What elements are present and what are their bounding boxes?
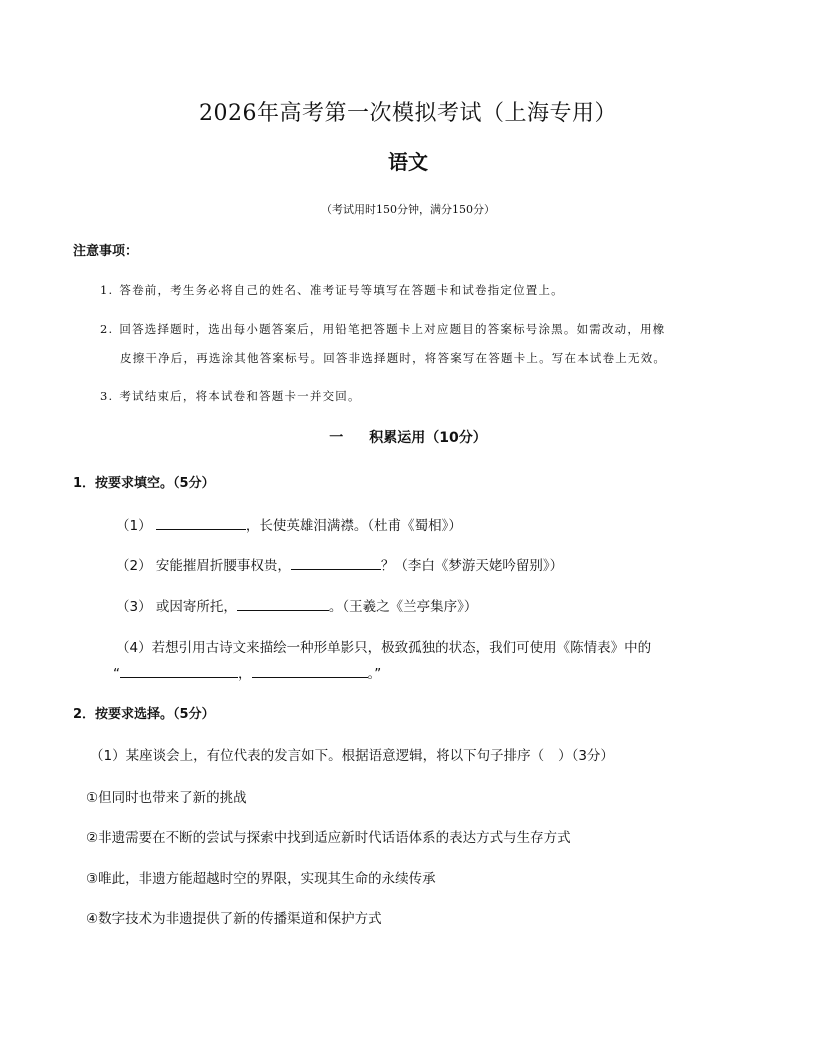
note-number: 3. <box>100 389 114 403</box>
fill-item-2 <box>116 554 563 574</box>
page-title: 2026年高考第一次模拟考试（上海专用） <box>199 101 617 126</box>
answer-blank[interactable] <box>252 663 368 678</box>
open-quote: “ <box>113 666 120 682</box>
exam-info: （考试用时150分钟，满分150分） <box>321 203 495 216</box>
fill-item-1 <box>116 514 462 534</box>
section-title: 积累运用（10分） <box>369 430 487 446</box>
item-text-after: ？（李白《梦游天姥吟留别》） <box>380 558 564 574</box>
section-number: 一 <box>329 430 344 446</box>
answer-blank[interactable] <box>237 596 329 611</box>
sub-text-after: ）（3分） <box>558 748 614 764</box>
note-text-line-1: 回答选择题时，选出每小题答案后，用铅笔把答题卡上对应题目的答案标号涂黑。如需改动，用橡 <box>119 322 666 336</box>
note-number: 1. <box>100 283 114 297</box>
question-1-heading: 1．按要求填空。（5分） <box>73 476 215 491</box>
separator: ， <box>238 666 252 682</box>
item-label: （3） <box>116 599 152 615</box>
item-label: （1） <box>116 518 152 534</box>
section-heading <box>0 427 816 447</box>
close-quote: 。” <box>367 666 382 682</box>
item-label: （4） <box>116 640 152 656</box>
item-label: （2） <box>116 558 152 574</box>
fill-item-3 <box>116 595 477 615</box>
note-text: 考试结束后，将本试卷和答题卡一并交回。 <box>119 389 361 403</box>
question-2-sub-1 <box>90 744 614 764</box>
note-text-line-2: 皮擦干净后，再选涂其他答案标号。回答非选择题时，将答案写在答题卡上。写在本试卷上无效。 <box>120 351 667 365</box>
sub-text-before: （1）某座谈会上，有位代表的发言如下。根据语意逻辑，将以下句子排序（ <box>90 748 545 764</box>
item-text-after: ，长使英雄泪满襟。（杜甫《蜀相》） <box>245 518 462 534</box>
subject-title: 语文 <box>388 150 428 174</box>
item-text-before: 安能摧眉折腰事权贵， <box>155 558 291 574</box>
sentence-option-1: ①但同时也带来了新的挑战 <box>86 790 247 806</box>
note-item <box>100 315 740 373</box>
sentence-option-2: ②非遗需要在不断的尝试与探索中找到适应新时代话语体系的表达方式与生存方式 <box>86 830 571 846</box>
answer-blank[interactable] <box>291 555 381 570</box>
notes-heading: 注意事项： <box>73 244 139 259</box>
note-number: 2. <box>100 322 114 336</box>
note-item <box>100 382 740 411</box>
answer-blank[interactable] <box>120 663 238 678</box>
item-text-before: 或因寄所托， <box>155 599 237 615</box>
item-text: 若想引用古诗文来描绘一种形单影只，极致孤独的状态，我们可使用《陈情表》中的 <box>151 640 652 656</box>
sentence-option-3: ③唯此，非遗方能超越时空的界限，实现其生命的永续传承 <box>86 871 436 887</box>
fill-item-4 <box>116 636 651 656</box>
answer-blank[interactable] <box>156 515 246 530</box>
question-2-heading: 2．按要求选择。（5分） <box>73 707 215 722</box>
fill-item-4-answer-line <box>113 662 381 682</box>
sentence-option-4: ④数字技术为非遗提供了新的传播渠道和保护方式 <box>86 911 382 927</box>
note-item <box>100 276 740 305</box>
note-text: 答卷前，考生务必将自己的姓名、准考证号等填写在答题卡和试卷指定位置上。 <box>119 283 564 297</box>
item-text-after: 。（王羲之《兰亭集序》） <box>328 599 478 615</box>
